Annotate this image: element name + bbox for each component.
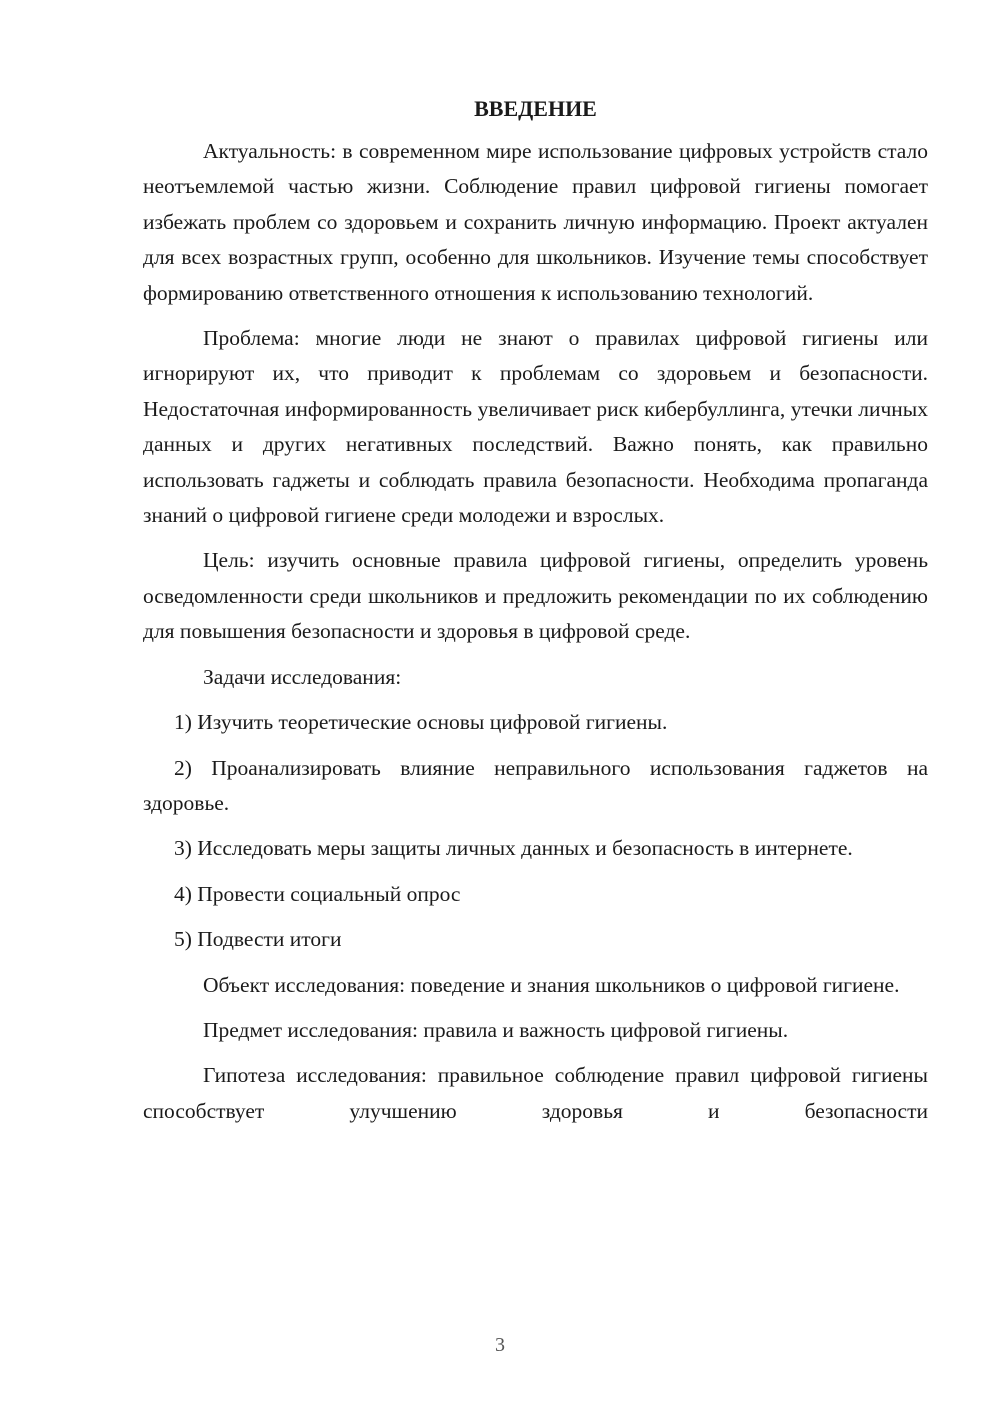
- relevance-paragraph: Актуальность: в современном мире использование цифровых устройств стало неотъемлемой частью жизни. Соблюдение правил цифровой гигиены помогает избежать проблем со здоровьем и сохранить личную информацию. Проект актуален для всех возрастных групп, особенно для школьников. Изучение темы способствует формированию ответственного отношения к использованию технологий.: [143, 139, 928, 305]
- document-page: [143, 90, 928, 1139]
- subject-paragraph: Предмет исследования: правила и важность цифровой гигиены.: [203, 1017, 789, 1042]
- problem-paragraph: Проблема: многие люди не знают о правилах цифровой гигиены или игнорируют их, что приводит к проблемам со здоровьем и безопасности. Недостаточная информированность увеличивает риск кибербуллинга, утечки личных данных и других негативных последствий. Важно понять, как правильно использовать гаджеты и соблюдать правила безопасности. Необходима пропаганда знаний о цифровой гигиене среди молодежи и взрослых.: [143, 326, 928, 528]
- task-item-1: 1) Изучить теоретические основы цифровой гигиены.: [174, 710, 668, 735]
- task-item-4: 4) Провести социальный опрос: [174, 881, 461, 906]
- tasks-title: Задачи исследования:: [203, 664, 402, 689]
- object-paragraph: Объект исследования: поведение и знания школьников о цифровой гигиене.: [203, 972, 900, 997]
- task-item-5: 5) Подвести итоги: [174, 927, 342, 952]
- goal-paragraph: Цель: изучить основные правила цифровой гигиены, определить уровень осведомленности среди школьников и предложить рекомендации по их соблюдению для повышения безопасности и здоровья в цифровой среде.: [143, 548, 928, 644]
- task-item-2: 2) Проанализировать влияние неправильного использования гаджетов на здоровье.: [143, 755, 928, 815]
- task-item-3: 3) Исследовать меры защиты личных данных и безопасность в интернете.: [174, 836, 853, 861]
- section-heading: ВВЕДЕНИЕ: [474, 96, 597, 121]
- hypothesis-paragraph: Гипотеза исследования: правильное соблюдение правил цифровой гигиены способствует улучшению здоровья и безопасности: [143, 1063, 928, 1123]
- page-number: 3: [495, 1334, 505, 1356]
